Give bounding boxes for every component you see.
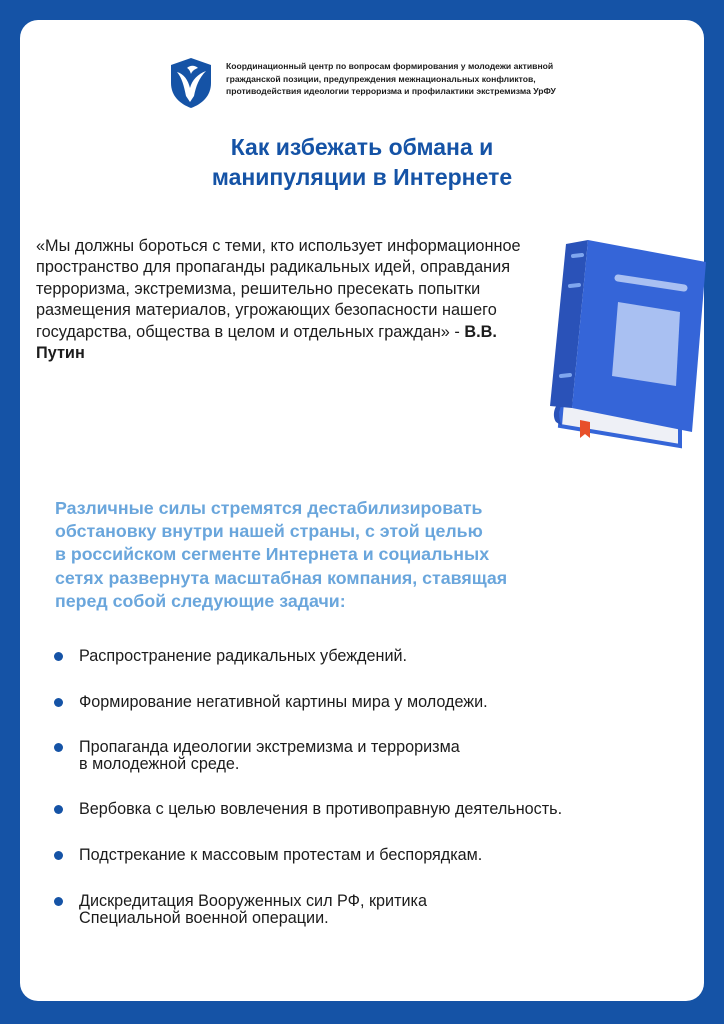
lead-line: сетях развернута масштабная компания, ставящая xyxy=(55,567,508,588)
bullet-dot-icon xyxy=(54,851,63,860)
task-list xyxy=(54,648,694,927)
list-item-text: Пропаганда идеологии экстремизма и терроризма xyxy=(79,738,460,756)
bullet-dot-icon xyxy=(54,652,63,661)
putin-quote xyxy=(36,236,536,364)
bullet-dot-icon xyxy=(54,743,63,752)
lead-line: в российском сегменте Интернета и социальных xyxy=(55,544,490,565)
list-item xyxy=(54,801,694,818)
list-item xyxy=(54,694,694,711)
org-line: противодействия идеологии терроризма и профилактики экстремизма УрФУ xyxy=(226,86,556,96)
quote-text: «Мы должны бороться с теми, кто использует информационное пространство для пропаганды радикальных идей, оправдания терроризма, экстремизма, решительно пресекать попытки размещения материалов, угрожающих безопасности нашего государства, общества в целом и отдельных граждан» - xyxy=(36,237,521,341)
lead-line: перед собой следующие задачи: xyxy=(55,590,346,611)
org-line: Координационный центр по вопросам формирования у молодежи активной xyxy=(226,61,554,71)
list-item-text: Подстрекание к массовым протестам и беспорядкам. xyxy=(79,846,483,864)
org-line: гражданской позиции, предупреждения межнациональных конфликтов, xyxy=(226,73,536,84)
lead-paragraph xyxy=(55,497,655,613)
list-item-text: Вербовка с целью вовлечения в противоправную деятельность. xyxy=(79,800,563,818)
bullet-dot-icon xyxy=(54,805,63,814)
title-line: манипуляции в Интернете xyxy=(211,164,513,190)
list-item xyxy=(54,648,694,665)
organization-name xyxy=(226,60,556,98)
list-item-text: в молодежной среде. xyxy=(79,755,240,773)
list-item-text: Специальной военной операции. xyxy=(79,909,329,927)
lead-line: обстановку внутри нашей страны, с этой целью xyxy=(55,521,483,542)
page-title xyxy=(20,132,704,192)
list-item xyxy=(54,847,694,864)
title-line: Как избежать обмана и xyxy=(230,134,494,160)
header xyxy=(168,56,588,110)
lead-line: Различные силы стремятся дестабилизировать xyxy=(55,498,483,518)
bullet-dot-icon xyxy=(54,897,63,906)
list-item-text: Формирование негативной картины мира у молодежи. xyxy=(79,693,488,711)
list-item-text: Дискредитация Вооруженных сил РФ, критика xyxy=(79,892,427,910)
book-icon xyxy=(530,226,710,456)
shield-bird-logo-icon xyxy=(168,56,214,110)
list-item xyxy=(54,893,694,927)
list-item xyxy=(54,739,694,773)
bullet-dot-icon xyxy=(54,698,63,707)
list-item-text: Распространение радикальных убеждений. xyxy=(79,647,408,665)
quote-author: В.В. Путин xyxy=(36,322,497,363)
poster-card xyxy=(20,20,704,1001)
